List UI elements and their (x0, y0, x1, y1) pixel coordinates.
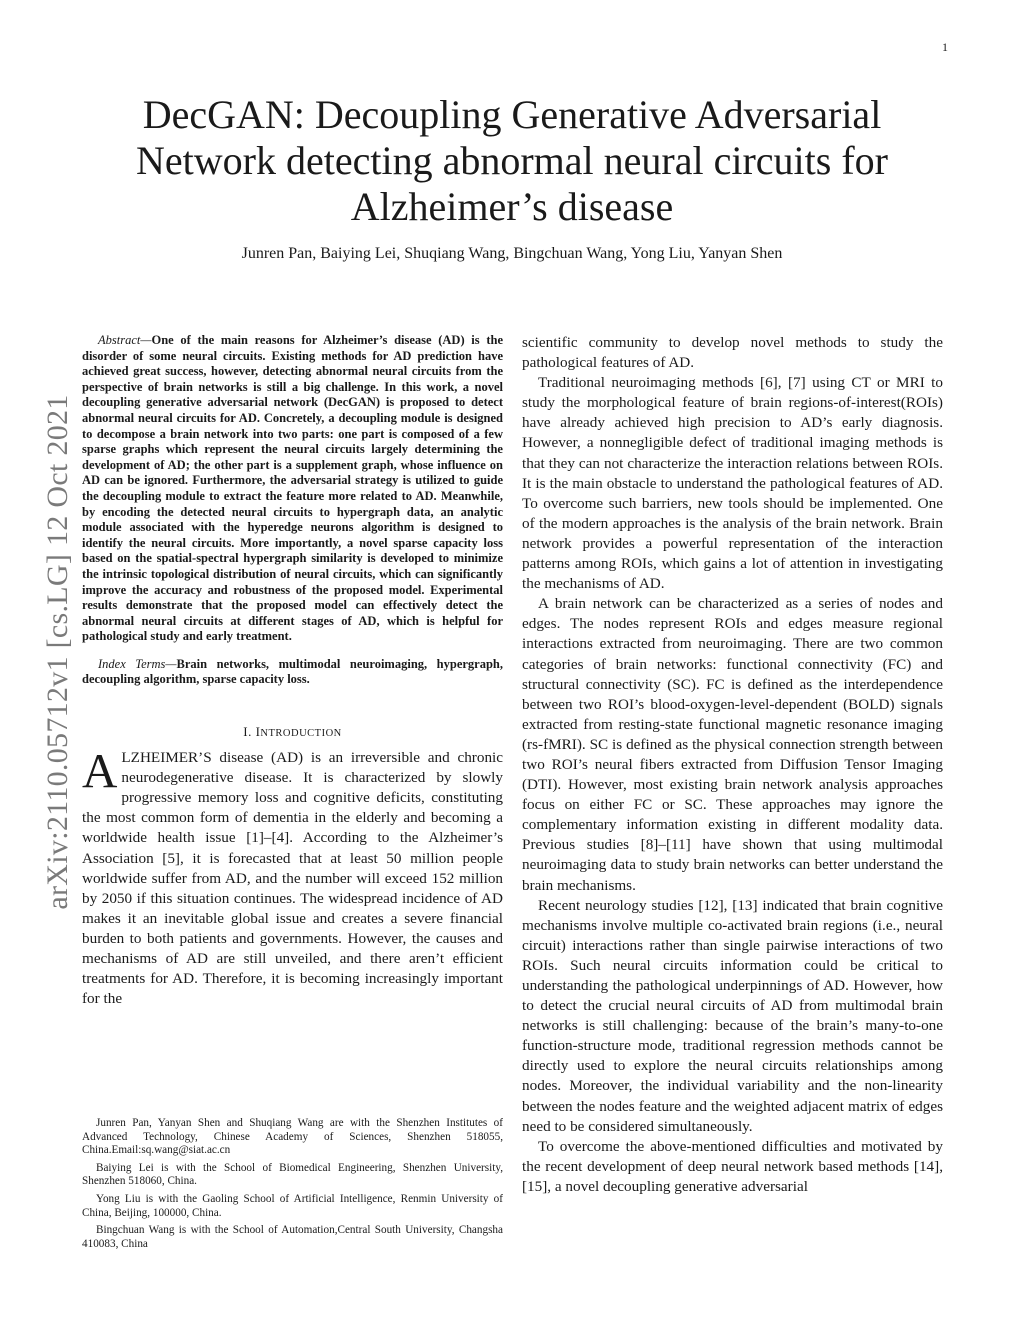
author-list: Junren Pan, Baiying Lei, Shuqiang Wang, Bingchuan Wang, Yong Liu, Yanyan Shen (241, 245, 783, 262)
right-paragraph-2: A brain network can be characterized as a series of nodes and edges. The nodes represent ROIs and edges measure regional interactions extracted from neuroimaging. There are two common categories of brain networks: functional connectivity (FC) and structural connectivity (SC). FC is defined as the interdependence between two ROI’s blood-oxygen-level-dependent (BOLD) signals extracted from resting-state functional magnetic resonance imaging (rs-fMRI). SC is defined as the physical connection strength between two ROI’s neural fibers extracted from Diffusion Tensor Imaging (DTI). However, most existing brain network analysis approaches focus on either FC or SC. These approaches may ignore the complementary information existing in different modality data. Previous studies [8]–[11] have shown that using multimodal neuroimaging data to study brain networks can better understand the brain mechanisms. (522, 595, 943, 894)
footnote-1: Junren Pan, Yanyan Shen and Shuqiang Wang are with the Shenzhen Institutes of Advanced Technology, Chinese Academy of Sciences, Shenzhen 518055, China.Email:sq.wang@siat.ac.cn (82, 1117, 503, 1157)
intro-paragraph-1 (82, 743, 503, 1009)
right-column (522, 333, 943, 1197)
title-line-3: Alzheimer’s disease (350, 184, 674, 229)
right-paragraph-1: Traditional neuroimaging methods [6], [7] using CT or MRI to study the morphological feature of brain regions-of-interest(ROIs) have already achieved high precision to AD’s early diagnosis. However, a nonnegligible defect of traditional imaging methods is that they can not characterize the interaction relations between ROIs. It is the main obstacle to understand the pathological features of AD. To overcome such barriers, new tools should be implemented. One of the modern approaches is the analysis of the brain network. Brain network provides a powerful representation of the interaction patterns among ROIs, which gains a lot of attention in investigating the mechanisms of AD. (522, 374, 943, 593)
index-terms-text: Brain networks, multimodal neuroimaging, hypergraph, decoupling algorithm, sparse capacity loss. (82, 656, 504, 687)
abstract (82, 333, 503, 645)
drop-cap: A (82, 743, 118, 799)
right-paragraph-0: scientific community to develop novel methods to study the pathological features of AD. (522, 334, 943, 372)
section-heading-initial: I (255, 724, 261, 740)
title-line-2: Network detecting abnormal neural circuits for (136, 138, 888, 183)
intro-paragraph-1-text: LZHEIMER’S disease (AD) is an irreversible and chronic neurodegenerative disease. It is characterized by slowly progressive memory loss and cognitive deficits, constituting the most common form of dementia in the elderly and becoming a worldwide health issue [1]–[4]. According to the Alzheimer’s Association [5], it is forecasted that at least 50 million people worldwide suffer from AD, and the number will exceed 152 million by 2050 if this situation continues. The widespread incidence of AD makes it an inevitable global issue and creates a severe financial burden to both patients and governments. However, the causes and mechanisms of AD are still unveiled, and there aren’t efficient treatments for AD. Therefore, it is becoming increasingly important for the (82, 749, 503, 1008)
abstract-label: Abstract— (98, 333, 152, 347)
footnote-4: Bingchuan Wang is with the School of Automation,Central South University, Changsha 410083, China (82, 1224, 503, 1250)
paper-title (100, 92, 924, 230)
arxiv-sidebar-stamp: arXiv:2110.05712v1 [cs.LG] 12 Oct 2021 (41, 394, 74, 910)
index-terms (82, 657, 503, 688)
section-heading-rest: NTRODUCTION (260, 728, 342, 740)
affiliation-footnotes (82, 1117, 503, 1255)
index-terms-label: Index Terms— (98, 656, 177, 671)
footnote-2: Baiying Lei is with the School of Biomedical Engineering, Shenzhen University, Shenzhen 518060, China. (82, 1161, 503, 1188)
right-paragraph-3: Recent neurology studies [12], [13] indicated that brain cognitive mechanisms involve multiple co-activated brain regions (i.e., neural circuit) interactions rather than single pairwise interactions of two ROIs. Such neural circuits information could be critical to understanding the pathological underpinnings of AD. However, how to detect the crucial neural circuits of AD from multimodal brain networks is still challenging: because of the brain’s many-to-one function-structure mode, traditional regression methods cannot be directly used to explore the neural circuits relationships among nodes. Moreover, the individual variability and the non-linearity between the nodes feature and the weighted adjacent matrix of edges need to be considered simultaneously. (522, 896, 943, 1135)
left-column (82, 333, 503, 1009)
section-numeral: I. (243, 724, 252, 740)
section-heading-introduction (82, 724, 503, 740)
footnote-3: Yong Liu is with the Gaoling School of Artificial Intelligence, Renmin University of China, Beijing, 100000, China. (82, 1192, 503, 1219)
abstract-text: One of the main reasons for Alzheimer’s disease (AD) is the disorder of some neural circuits. Existing methods for AD prediction have achieved great success, however, detecting abnormal neural circuits from the perspective of brain networks is still a big challenge. In this work, a novel decoupling generative adversarial network (DecGAN) is proposed to detect abnormal neural circuits for AD. Concretely, a decoupling module is designed to decompose a brain network into two parts: one part is composed of a few sparse graphs which represent the neural circuits largely determining the development of AD; the other part is a supplement graph, whose influence on AD can be ignored. Furthermore, the adversarial strategy is utilized to guide the decoupling module to extract the feature more related to AD. Meanwhile, by encoding the detected neural circuits to hypergraph data, an analytic module associated with the hyperedge neurons algorithm is designed to identify the neural circuits. More importantly, a novel sparse capacity loss based on the spatial-spectral hypergraph similarity is developed to minimize the intrinsic topological distribution of neural circuits, which can significantly improve the accuracy and robustness of the proposed model. Experimental results demonstrate that the proposed model can effectively detect the abnormal neural circuits at different stages of AD, which is helpful for pathological study and early treatment. (82, 333, 503, 644)
page-number: 1 (942, 40, 948, 54)
title-line-1: DecGAN: Decoupling Generative Adversarial (142, 92, 882, 137)
right-paragraph-4: To overcome the above-mentioned difficulties and motivated by the recent development of deep neural network based methods [14], [15], a novel decoupling generative adversarial (522, 1137, 943, 1195)
